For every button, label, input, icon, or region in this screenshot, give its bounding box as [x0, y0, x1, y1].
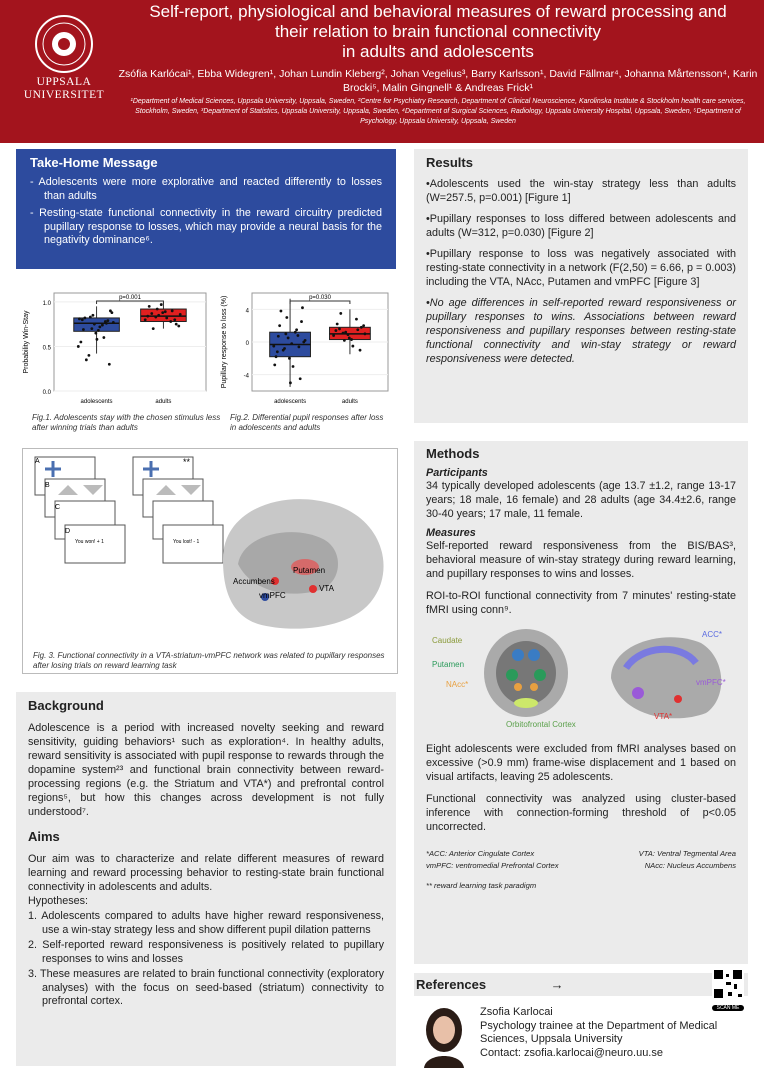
- abbrev: *ACC: Anterior Cingulate Cortex: [426, 849, 535, 858]
- data-point: [362, 324, 365, 327]
- data-point: [146, 315, 149, 318]
- box: [74, 318, 120, 331]
- fig1-chart: [18, 283, 214, 409]
- y-tick-label: 1.0: [42, 300, 51, 307]
- take-home-item: - Adolescents were more explorative and reacted differently to losses than adults: [30, 176, 382, 202]
- y-axis-label: Probability Win-Stay: [23, 310, 30, 374]
- contact-role: Psychology trainee at the Department of Medical Sciences, Uppsala University: [480, 1019, 718, 1045]
- data-point: [177, 325, 180, 328]
- data-point: [359, 349, 362, 352]
- contact-email[interactable]: Contact: zsofia.karlocai@neuro.uu.se: [480, 1046, 663, 1059]
- data-point: [87, 354, 90, 357]
- take-home-box: [16, 149, 396, 269]
- background-title: Background: [28, 698, 104, 713]
- data-point: [275, 355, 278, 358]
- data-point: [82, 328, 85, 331]
- data-point: [299, 377, 302, 380]
- label-vta: VTA*: [654, 712, 673, 721]
- author-list: Zsófia Karlócai¹, Ebba Widegren¹, Johan Lundin Kleberg², Johan Vegelius³, Barry Karlsson¹, David Fällmar⁴, Johanna Mårtensson⁴, Karin Brocki⁵, Malin Gingnell¹ & Andreas Frick¹: [118, 68, 758, 94]
- data-point: [112, 321, 115, 324]
- background-text: Adolescence is a period with increased novelty seeking and reward sensitivity, guiding behaviors¹ such as exploration⁴. In healthy adults, reward sensitivity is associated with pupil response to rewards through the dopamine system²³ and functional brain connectivity between reward-processing regions (e.g. the Striatum and VTA*) and prefrontal control regions⁵, but how this changes across development is not fully understood⁷.: [28, 722, 384, 818]
- data-point: [78, 317, 81, 320]
- data-point: [89, 316, 92, 319]
- paradigm-marker: **: [183, 457, 191, 467]
- results-item: •Pupillary responses to loss differed between adolescents and adults (W=312, p=0.030) [Figure 2]: [426, 213, 736, 239]
- data-point: [148, 305, 151, 308]
- brain-label-putamen: Putamen: [293, 566, 326, 575]
- data-point: [85, 358, 88, 361]
- data-point: [350, 338, 353, 341]
- measures-heading: Measures: [426, 527, 476, 539]
- data-point: [360, 326, 363, 329]
- university-seal-logo: [34, 14, 94, 74]
- results-item: •No age differences in self-reported reward responsiveness or pupillary responses to wins. Associations between reward responsiveness and pupillary responses between resting-state functional connectivity and win-stay strategy or reward responsiveness were detected.: [426, 297, 736, 365]
- fig3-panel: [22, 448, 398, 674]
- screen-label: D: [65, 528, 71, 535]
- abbrev: NAcc: Nucleus Accumbens: [644, 861, 736, 870]
- data-point: [83, 317, 86, 320]
- data-point: [364, 332, 367, 335]
- fig3-illustration: [23, 449, 399, 641]
- paradigm-note: ** reward learning task paradigm: [426, 881, 537, 890]
- label-nacc: NAcc*: [446, 680, 469, 689]
- data-point: [342, 332, 345, 335]
- data-point: [287, 337, 290, 340]
- abbrev-row: [426, 860, 736, 872]
- data-point: [338, 328, 341, 331]
- methods-title: Methods: [426, 446, 480, 461]
- results-title: Results: [426, 155, 473, 170]
- results-item: •Pupillary response to loss was negatively associated with resting-state connectivity in a network (F(2,50) = 6.66, p = 0.003) including the VTA, NAcc, Putamen and vmPFC [Figure 3]: [426, 248, 736, 288]
- data-point: [301, 306, 304, 309]
- data-point: [109, 309, 112, 312]
- aims-text: Our aim was to characterize and relate different measures of reward learning and reward processing behavior to resting-state brain functional connectivity in adolescents and adults.: [28, 853, 384, 893]
- contact-name: Zsofia Karlocai: [480, 1006, 553, 1018]
- data-point: [179, 313, 182, 316]
- loss-text: You lost! - 1: [173, 539, 200, 545]
- brain-label-accumbens: Accumbens: [233, 577, 275, 586]
- arrow-right-icon: →: [550, 977, 564, 992]
- data-point: [272, 345, 275, 348]
- university-name: UPPSALA UNIVERSITET: [23, 76, 105, 101]
- y-tick-label: 0.0: [42, 390, 51, 396]
- p-value-annotation: p=0.030: [309, 295, 331, 301]
- brain-roi-figure: [426, 623, 736, 733]
- contact-photo: [416, 1000, 472, 1068]
- y-tick-label: 0.5: [42, 345, 51, 352]
- hypotheses-title: Hypotheses:: [28, 895, 89, 907]
- fig3-caption: Fig. 3. Functional connectivity in a VTA-striatum-vmPFC network was related to pupillary responses after losing trials on reward learning task: [33, 651, 385, 670]
- contact-block: [480, 1006, 750, 1060]
- data-point: [144, 318, 147, 321]
- data-point: [343, 339, 346, 342]
- data-point: [297, 334, 300, 337]
- label-acc: ACC*: [702, 630, 723, 639]
- background-section: [16, 692, 396, 1066]
- data-point: [290, 342, 293, 345]
- label-caudate: Caudate: [432, 636, 463, 645]
- y-tick-label: -4: [243, 373, 249, 380]
- label-vmpfc: vmPFC*: [696, 678, 726, 687]
- hypothesis-item: 2. Self-reported reward responsiveness is positively related to pupillary responses to wins and losses: [28, 939, 384, 965]
- brain-3d-image: [223, 499, 384, 629]
- data-point: [339, 312, 342, 315]
- fig2-chart: [216, 283, 396, 409]
- data-point: [90, 327, 93, 330]
- qr-code[interactable]: [712, 968, 744, 1011]
- data-point: [173, 318, 176, 321]
- task-screens-1: [35, 457, 125, 563]
- data-point: [280, 310, 283, 313]
- data-point: [108, 363, 111, 366]
- data-point: [175, 323, 178, 326]
- data-point: [152, 327, 155, 330]
- abbrev: vmPFC: ventromedial Prefrontal Cortex: [426, 861, 559, 870]
- data-point: [81, 318, 84, 321]
- data-point: [105, 322, 108, 325]
- data-point: [171, 309, 174, 312]
- data-point: [150, 312, 153, 315]
- p-value-annotation: p=0.001: [119, 295, 141, 301]
- data-point: [102, 336, 105, 339]
- aims-title: Aims: [28, 829, 60, 844]
- data-point: [285, 316, 288, 319]
- qr-label: SCAN ME: [712, 1005, 744, 1011]
- data-point: [154, 316, 157, 319]
- participants-text: 34 typically developed adolescents (age 13.7 ±1.2, range 13-17 years; 18 male, 16 female) and 28 adults (age 34.4±2.6, range 30-40 years; 17 male, 11 female.: [426, 480, 736, 520]
- data-point: [273, 363, 276, 366]
- brain-label-vta: VTA: [319, 584, 334, 593]
- x-tick-label: adolescents: [80, 399, 113, 405]
- screen-label: A: [35, 458, 40, 465]
- win-text: You won! + 1: [75, 539, 104, 545]
- data-point: [98, 325, 101, 328]
- x-tick-label: adolescents: [274, 399, 307, 405]
- data-point: [282, 349, 285, 352]
- data-point: [94, 332, 97, 335]
- references-title: References: [416, 977, 487, 992]
- data-point: [300, 320, 303, 323]
- data-point: [165, 317, 168, 320]
- plot-area: [54, 293, 206, 391]
- y-axis-label: Pupillary response to loss (%): [221, 295, 228, 389]
- x-tick-label: adults: [341, 399, 358, 405]
- data-point: [276, 350, 279, 353]
- data-point: [348, 337, 351, 340]
- data-point: [157, 314, 160, 317]
- data-point: [355, 318, 358, 321]
- poster-title: Self-report, physiological and behavioral measures of reward processing and their relation to brain functional connectivity in adults and adolescents: [149, 2, 727, 61]
- references-bar[interactable]: [414, 973, 748, 996]
- cluster-text: Functional connectivity was analyzed using cluster-based inference with connection-forming threshold of p<0.05 uncorrected.: [426, 793, 736, 833]
- participants-heading: Participants: [426, 467, 488, 479]
- data-point: [77, 345, 80, 348]
- data-point: [334, 329, 337, 332]
- data-point: [156, 308, 159, 311]
- data-point: [79, 341, 82, 344]
- excluded-text: Eight adolescents were excluded from fMRI analyses based on excessive (>0.9 mm) frame-wise displacement and 1 based on visual artifacts, leaving 25 adolescents.: [426, 743, 736, 783]
- data-point: [356, 328, 359, 331]
- results-item: •Adolescents used the win-stay strategy less than adults (W=257.5, p=0.001) [Figure 1]: [426, 178, 736, 204]
- data-point: [344, 331, 347, 334]
- screen-label: B: [45, 482, 50, 489]
- roi-text: ROI-to-ROI functional connectivity from 7 minutes' resting-state fMRI using conn⁹.: [426, 590, 736, 616]
- data-point: [336, 323, 339, 326]
- affiliation-list: ¹Department of Medical Sciences, Uppsala University, Uppsala, Sweden, ²Centre for Psychiatry Research, Department of Clinical Neuroscience, Karolinska Institute & Stockholm health care services, Stockholm, Sweden, ³Department of Statistics, Uppsala University, Uppsala, Sweden, ⁴Department of Surgical Sciences, Radiology, Uppsala University Hospital, Uppsala, Sweden, ⁵Department of Psychology, Uppsala University, Uppsala, Sweden: [130, 98, 746, 125]
- data-point: [294, 331, 297, 334]
- data-point: [101, 324, 104, 327]
- take-home-item: - Resting-state functional connectivity in the reward circuitry predicted pupillary response to losses, which may provide a neural basis for the negativity dominance⁶.: [30, 207, 382, 246]
- methods-section: [414, 441, 748, 964]
- take-home-title: Take-Home Message: [30, 155, 158, 170]
- data-point: [278, 324, 281, 327]
- data-point: [93, 323, 96, 326]
- data-point: [161, 311, 164, 314]
- abbrev: VTA: Ventral Tegmental Area: [638, 849, 736, 858]
- results-section: [414, 149, 748, 423]
- y-tick-label: 4: [245, 308, 249, 315]
- data-point: [277, 335, 280, 338]
- x-tick-label: adults: [155, 399, 172, 405]
- data-point: [332, 334, 335, 337]
- abbrev-row: [426, 848, 736, 860]
- data-point: [96, 338, 99, 341]
- data-point: [289, 381, 292, 384]
- data-point: [106, 319, 109, 322]
- fig1-caption: Fig.1. Adolescents stay with the chosen stimulus less after winning trials than adults: [32, 413, 221, 432]
- data-point: [169, 320, 172, 323]
- data-point: [351, 345, 354, 348]
- data-point: [295, 328, 298, 331]
- data-point: [302, 341, 305, 344]
- brain-label-vmpfc: vmPFC: [259, 591, 286, 600]
- data-point: [160, 303, 163, 306]
- data-point: [297, 346, 300, 349]
- hypothesis-item: 1. Adolescents compared to adults have higher reward responsiveness, use a win-stay strategy less and show different pupil dilation patterns: [28, 910, 384, 936]
- data-point: [292, 365, 295, 368]
- data-point: [164, 310, 167, 313]
- hypothesis-item: 3. These measures are related to brain functional connectivity (exploratory analyses) with the focus on seed-based (striatum) connectivity to prefrontal cortex.: [28, 968, 384, 1007]
- y-tick-label: 0: [245, 341, 249, 347]
- header-banner: [0, 0, 764, 143]
- data-point: [92, 314, 95, 317]
- label-putamen: Putamen: [432, 660, 465, 669]
- measures-text: Self-reported reward responsiveness from the BIS/BAS³, behavioral measure of win-stay strategy during reward learning, and pupillary responses to wins and losses.: [426, 540, 736, 580]
- data-point: [97, 329, 100, 332]
- data-point: [284, 332, 287, 335]
- data-point: [347, 333, 350, 336]
- task-screens-2: [133, 457, 223, 563]
- data-point: [288, 357, 291, 360]
- label-ofc: Orbitofrontal Cortex: [506, 720, 576, 729]
- fig2-caption: Fig.2. Differential pupil responses after loss in adolescents and adults: [230, 413, 384, 432]
- screen-label: C: [55, 504, 61, 511]
- qr-code-icon: [712, 968, 744, 1000]
